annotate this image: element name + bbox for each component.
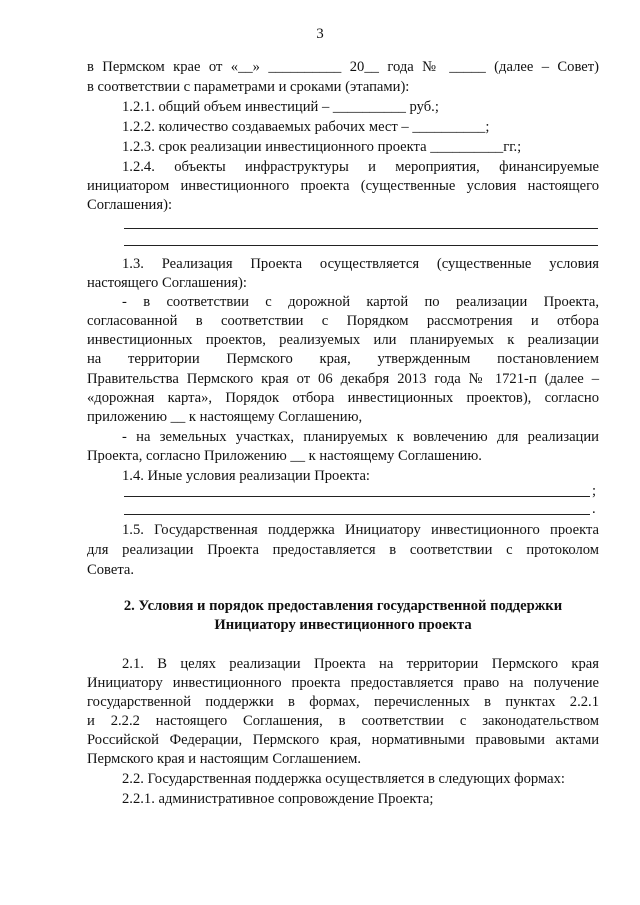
text-line: инвестиционных проектов, реализуемых или планируемых к реализации: [87, 332, 599, 348]
text-line: 2.1. В целях реализации Проекта на территории Пермского края: [122, 656, 599, 672]
text-line: согласованной в соответствии с Порядком рассмотрения и отбора: [87, 313, 599, 329]
text-line: .: [592, 501, 596, 517]
text-line: 2.2.1. административное сопровождение Проекта;: [122, 791, 434, 807]
text-line: ;: [592, 483, 597, 499]
text-line: в соответствии с параметрами и сроками (этапами):: [87, 79, 410, 95]
text-line: приложению __ к настоящему Соглашению,: [87, 409, 363, 425]
section-heading: 2. Условия и порядок предоставления государственной поддержки: [123, 598, 563, 614]
text-line: 1.2.3. срок реализации инвестиционного проекта __________гг.;: [122, 139, 522, 155]
text-line: для реализации Проекта предоставляется в соответствии с протоколом: [87, 542, 599, 558]
text-line: Проекта, согласно Приложению __ к настоящему Соглашению.: [87, 448, 482, 464]
text-line: 1.2.4. объекты инфраструктуры и мероприятия, финансируемые: [122, 159, 599, 175]
page-number: 3: [316, 26, 324, 42]
text-line: Инициатору инвестиционного проекта предоставляется право на получение: [87, 675, 599, 691]
text-line: Соглашения):: [87, 197, 172, 213]
text-line: 1.5. Государственная поддержка Инициатору инвестиционного проекта: [122, 522, 599, 538]
text-line: Правительства Пермского края от 06 декабря 2013 года № 1721-п (далее –: [87, 371, 599, 387]
text-line: 2.2. Государственная поддержка осуществляется в следующих формах:: [122, 771, 565, 787]
text-line: «дорожная карта», Порядок отбора инвестиционных проектов), согласно: [87, 390, 599, 406]
text-line: и 2.2.2 настоящего Соглашения, в соответствии с законодательством: [87, 713, 599, 729]
text-line: 1.4. Иные условия реализации Проекта:: [122, 468, 370, 484]
text-line: Российской Федерации, Пермского края, нормативными правовыми актами: [87, 732, 599, 748]
text-line: - в соответствии с дорожной картой по реализации Проекта,: [122, 294, 599, 310]
text-line: Совета.: [87, 562, 134, 578]
blank-fill-line: [124, 514, 590, 515]
text-line: в Пермском крае от «__» __________ 20__ года № _____ (далее – Совет): [87, 59, 599, 75]
blank-fill-line: [124, 496, 590, 497]
text-line: на территории Пермского края, утвержденным постановлением: [87, 351, 599, 367]
blank-fill-line: [124, 245, 598, 246]
text-line: 1.2.1. общий объем инвестиций – __________ руб.;: [122, 99, 439, 115]
section-heading: Инициатору инвестиционного проекта: [214, 617, 472, 633]
text-line: инициатором инвестиционного проекта (существенные условия настоящего: [87, 178, 599, 194]
blank-fill-line: [124, 228, 598, 229]
text-line: 1.2.2. количество создаваемых рабочих мест – __________;: [122, 119, 490, 135]
text-line: государственной поддержки в формах, перечисленных в пунктах 2.2.1: [87, 694, 599, 710]
text-line: - на земельных участках, планируемых к вовлечению для реализации: [122, 429, 599, 445]
text-line: настоящего Соглашения):: [87, 275, 247, 291]
text-line: 1.3. Реализация Проекта осуществляется (существенные условия: [122, 256, 599, 272]
text-line: Пермского края и настоящим Соглашением.: [87, 751, 362, 767]
